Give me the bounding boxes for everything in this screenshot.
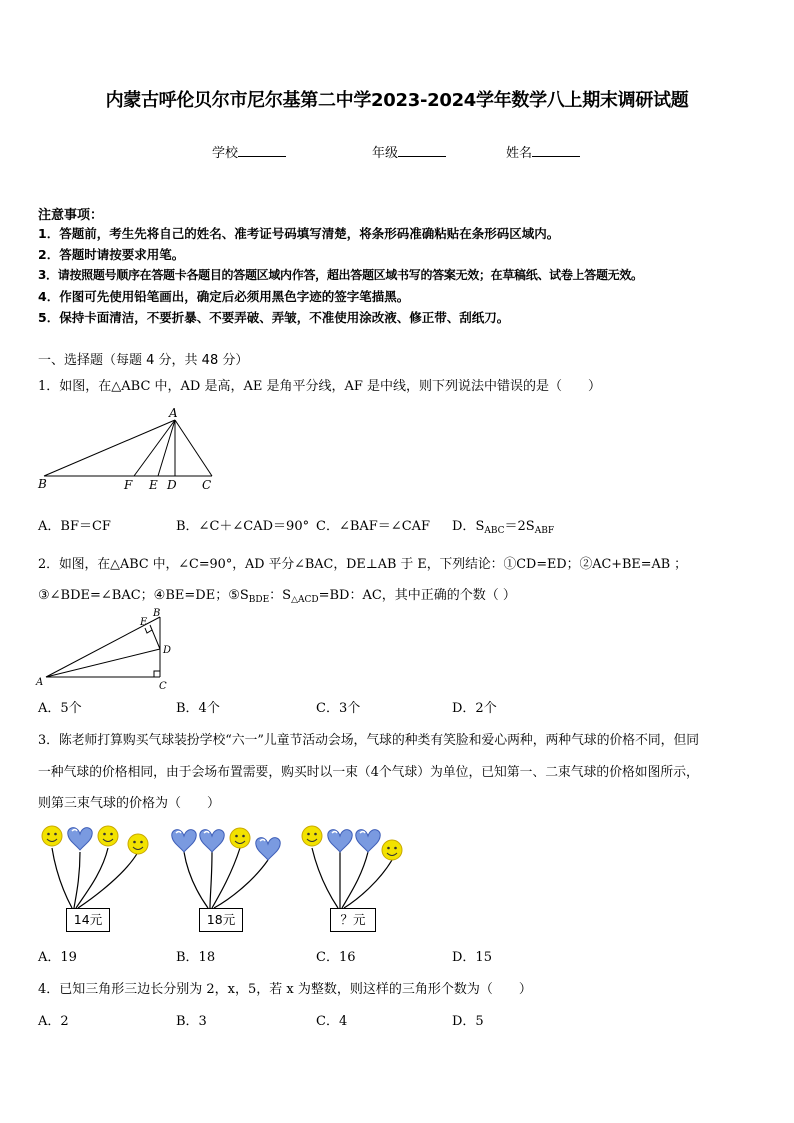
grade-blank bbox=[398, 144, 446, 157]
question-3-line1: 3．陈老师打算购买气球装扮学校“六一”儿童节活动会场，气球的种类有笑脸和爱心两种，两种气球的价格不同，但同 bbox=[38, 733, 700, 748]
q1-option-d-eq: ＝2S bbox=[504, 519, 535, 534]
grade-label: 年级 bbox=[372, 146, 399, 161]
q2-option-a: A．5个 bbox=[38, 701, 82, 716]
q3-option-c: C．16 bbox=[316, 950, 356, 965]
heart-icon bbox=[328, 830, 352, 852]
right-angle-e bbox=[145, 628, 152, 633]
q1-option-a: A．BF＝CF bbox=[38, 519, 111, 534]
label-d: D bbox=[167, 478, 177, 492]
heart-icon bbox=[256, 838, 280, 860]
name-blank bbox=[532, 144, 580, 157]
q4-option-d: D．5 bbox=[452, 1014, 484, 1029]
note-item: 2．答题时请按要求用笔。 bbox=[38, 247, 185, 262]
q2-text-a: ③∠BDE=∠BAC；④BE=DE；⑤S bbox=[38, 588, 249, 603]
note-item: 5．保持卡面清洁，不要折暴、不要弄破、弄皱，不准使用涂改液、修正带、刮纸刀。 bbox=[38, 310, 510, 325]
question-3-line3: 则第三束气球的价格为（ ） bbox=[38, 796, 221, 811]
q2-option-c: C．3个 bbox=[316, 701, 361, 716]
question-3-line2: 一种气球的价格相同，由于会场布置需要，购买时以一束（4个气球）为单位，已知第一、二束气球的价格如图所示， bbox=[38, 765, 699, 780]
heart-icon bbox=[68, 828, 92, 850]
school-label: 学校 bbox=[212, 146, 239, 161]
q1-option-d-s: S bbox=[475, 519, 485, 534]
name-label: 姓名 bbox=[506, 146, 533, 161]
label-b: B bbox=[38, 477, 47, 491]
note-item: 3．请按照题号顺序在答题卡各题目的答题区域内作答，超出答题区域书写的答案无效；在草稿纸、试卷上答题无效。 bbox=[38, 268, 643, 282]
line-ba bbox=[44, 420, 175, 476]
price-label-1: 14元 bbox=[66, 908, 110, 932]
q3-option-d: D．15 bbox=[452, 950, 492, 965]
q3-option-a: A．19 bbox=[38, 950, 77, 965]
line-ac bbox=[175, 420, 212, 476]
note-item: 1．答题前，考生先将自己的姓名、准考证号码填写清楚，将条形码准确粘贴在条形码区域内。 bbox=[38, 226, 560, 241]
question-2-figure bbox=[32, 605, 182, 693]
heart-icon bbox=[200, 830, 224, 852]
school-field bbox=[212, 142, 286, 161]
line-de bbox=[150, 625, 160, 649]
q3-option-b: B．18 bbox=[176, 950, 216, 965]
q1-option-b: B．∠C＋∠CAD＝90° bbox=[176, 519, 310, 534]
q4-option-b: B．3 bbox=[176, 1014, 207, 1029]
q4-option-c: C．4 bbox=[316, 1014, 348, 1029]
question-2-line1: 2．如图，在△ABC 中，∠C=90°，AD 平分∠BAC，DE⊥AB 于 E，下列结论：①CD=ED；②AC+BE=AB ； bbox=[38, 557, 687, 572]
grade-field bbox=[372, 142, 446, 161]
question-2-line2 bbox=[38, 584, 516, 605]
note-item: 4．作图可先使用铅笔画出，确定后必须用黑色字迹的签字笔描黑。 bbox=[38, 289, 410, 304]
label-c: C bbox=[159, 681, 167, 692]
label-e: E bbox=[140, 617, 148, 628]
label-a: A bbox=[36, 677, 44, 688]
label-d: D bbox=[163, 645, 172, 656]
label-c: C bbox=[202, 478, 212, 492]
label-e: E bbox=[149, 478, 158, 492]
q2-text-b: ：S bbox=[269, 588, 292, 603]
school-blank bbox=[238, 144, 286, 157]
question-4-text: 4．已知三角形三边长分别为 2，x，5，若 x 为整数，则这样的三角形个数为（ ） bbox=[38, 982, 532, 997]
price-label-3: ？元 bbox=[330, 908, 376, 932]
label-f: F bbox=[124, 478, 133, 492]
q2-option-b: B．4个 bbox=[176, 701, 220, 716]
section-heading: 一、选择题（每题 4 分，共 48 分） bbox=[38, 353, 249, 368]
line-ae bbox=[158, 420, 175, 476]
question-1-text: 1．如图，在△ABC 中，AD 是高，AE 是角平分线，AF 是中线，则下列说法中错误的是（ ） bbox=[38, 379, 602, 394]
label-a: A bbox=[169, 406, 178, 420]
q1-option-d bbox=[452, 515, 554, 536]
q1-option-c: C．∠BAF＝∠CAF bbox=[316, 519, 431, 534]
smiley-icon bbox=[230, 828, 250, 848]
page-title: 内蒙古呼伦贝尔市尼尔基第二中学2023-2024学年数学八上期末调研试题 bbox=[105, 90, 689, 111]
line-ad bbox=[46, 649, 160, 677]
q2-option-d: D．2个 bbox=[452, 701, 497, 716]
right-angle-c bbox=[154, 671, 160, 677]
price-label-2: 18元 bbox=[199, 908, 243, 932]
notes-heading: 注意事项： bbox=[38, 208, 104, 223]
smiley-icon bbox=[42, 826, 62, 846]
q1-option-d-sub2: ABF bbox=[534, 526, 555, 536]
smiley-icon bbox=[382, 840, 402, 860]
q1-option-d-prefix: D． bbox=[452, 519, 476, 534]
balloon-bundle-3 bbox=[302, 826, 402, 908]
heart-icon bbox=[356, 830, 380, 852]
q2-sub-acd: △ACD bbox=[291, 595, 319, 605]
smiley-icon bbox=[128, 834, 148, 854]
name-field bbox=[506, 142, 580, 161]
q2-text-c: =BD：AC，其中正确的个数（ ） bbox=[318, 588, 516, 603]
balloon-bundle-2 bbox=[172, 828, 280, 908]
balloon-bundle-1 bbox=[42, 826, 148, 908]
q1-option-d-sub1: ABC bbox=[484, 526, 505, 536]
smiley-icon bbox=[302, 826, 322, 846]
heart-icon bbox=[172, 830, 196, 852]
q2-sub-bde: BDE bbox=[248, 595, 270, 605]
question-1-figure bbox=[30, 400, 230, 495]
smiley-icon bbox=[98, 826, 118, 846]
label-b: B bbox=[153, 608, 161, 619]
q4-option-a: A．2 bbox=[38, 1014, 69, 1029]
